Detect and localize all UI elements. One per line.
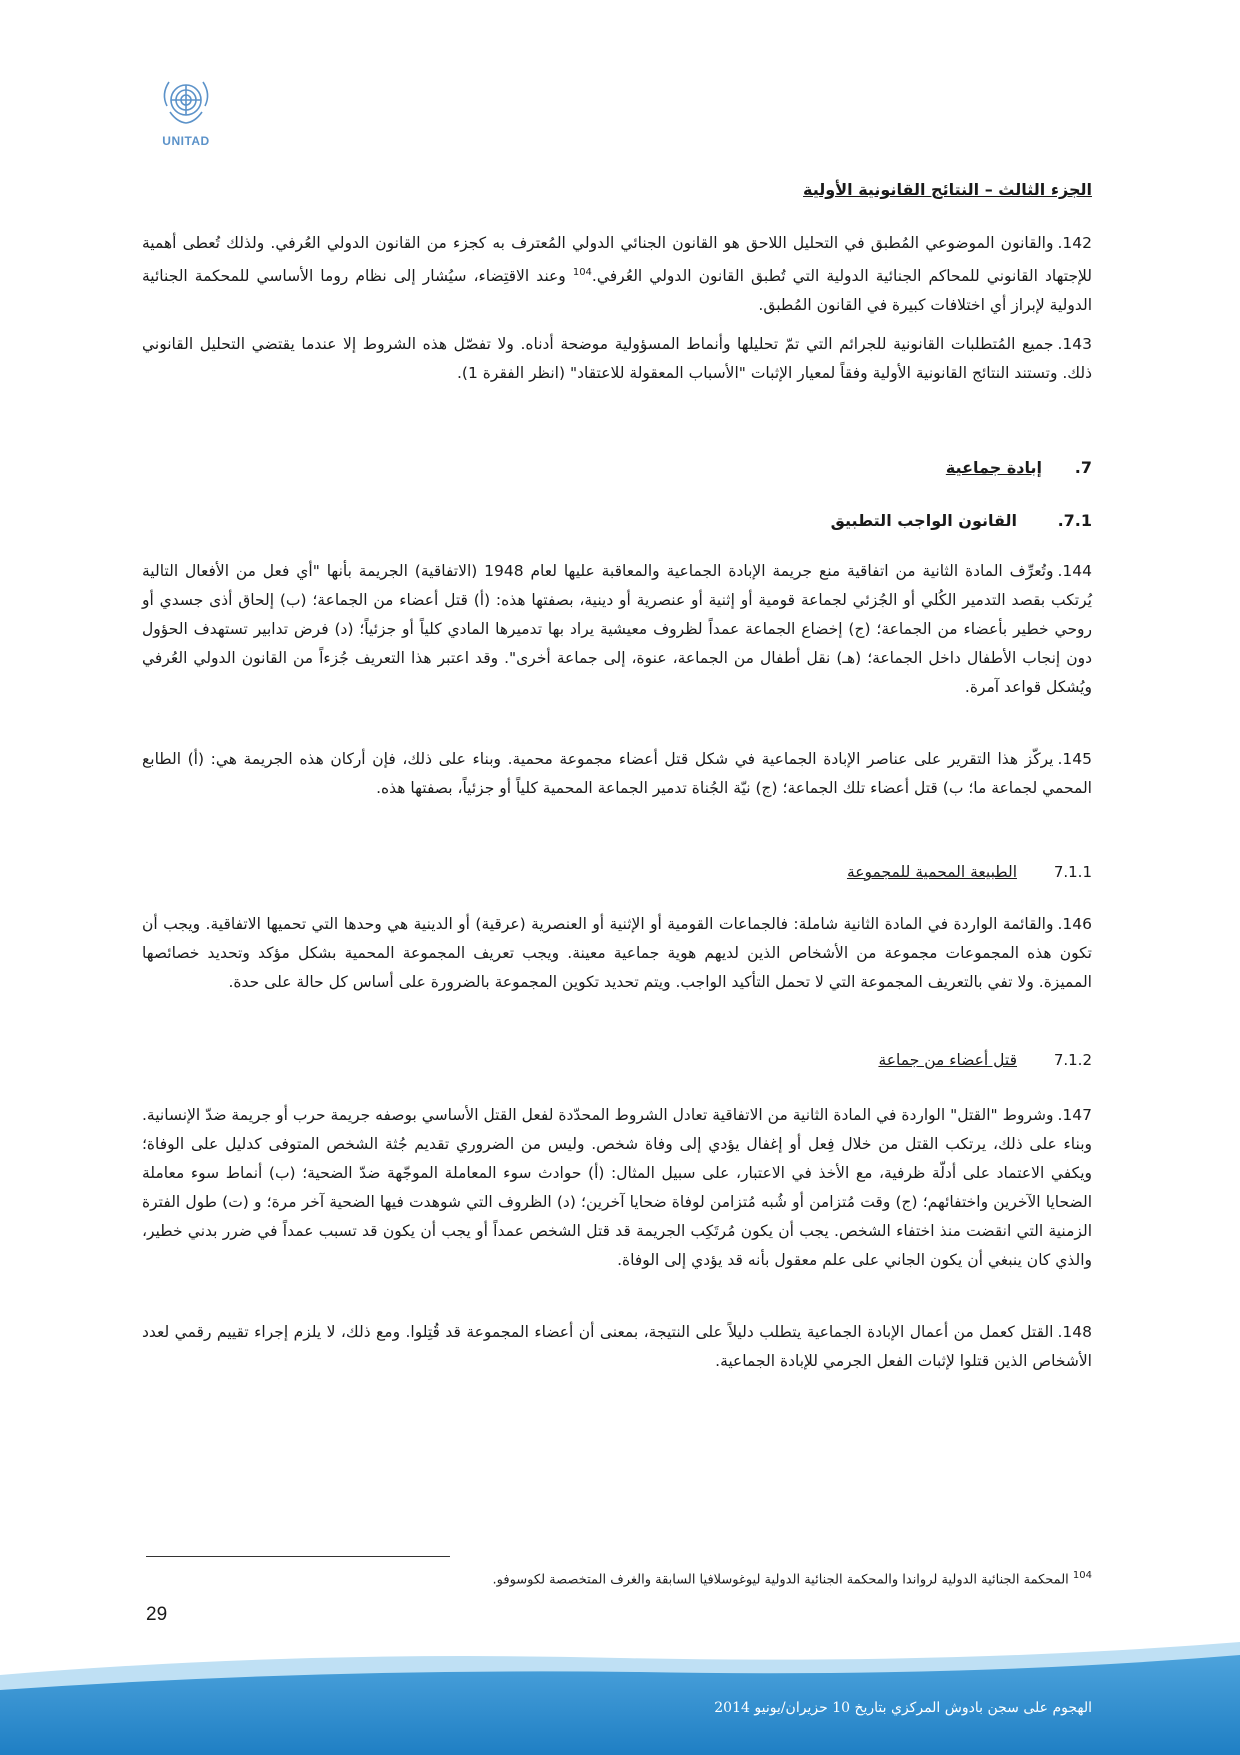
paragraph-146: [142, 910, 1092, 997]
paragraph-text: وشروط "القتل" الواردة في المادة الثانية من الاتفاقية تعادل الشروط المحدّدة لفعل القتل الأساسي بوصفه جريمة حرب أو جريمة ضدّ الإنسانية. وبناء على ذلك، يرتكب القتل من خلال فِعل أو إغفال يؤدي إلى وفاة شخص. وليس من الضروري تقديم جُثة الشخص المتوفى كدليل على الوفاة؛ ويكفي الاعتماد على أدلّة ظرفية، مع الأخذ في الاعتبار، على سبيل المثال: (أ) حوادث سوء المعاملة الموجّهة ضدّ الضحية؛ (ب) أنماط سوء معاملة الضحايا الآخرين واختفائهم؛ (ج) وقت مُتزامن أو شُبه مُتزامن لوفاة ضحايا آخرين؛ (د) الظروف التي شوهدت فيها الضحية آخر مرة؛ و (ت) طول الفترة الزمنية التي انقضت منذ اختفاء الشخص. يجب أن يكون مُرتَكِب الجريمة قد قتل الشخص عمداً أو يجب أن يكون قد تسبب عمداً في ضرر بدني خطير، والذي كان ينبغي أن يكون الجاني على علم معقول بأنه قد يؤدي إلى الوفاة.: [142, 1106, 1092, 1269]
footnote-text: المحكمة الجنائية الدولية لرواندا والمحكمة الجنائية الدولية ليوغوسلافيا السابقة والغرف المتخصصة لكوسوفو.: [492, 1572, 1069, 1588]
footnote: [493, 1570, 1092, 1587]
page-number: 29: [146, 1604, 168, 1625]
paragraph-142: [142, 229, 1092, 320]
unitad-logo: [146, 76, 226, 148]
footnote-ref[interactable]: 104: [572, 267, 592, 278]
footer-text: الهجوم على سجن بادوش المركزي بتاريخ 10 حزيران/يونيو 2014: [714, 1700, 1092, 1716]
paragraph-number: 147.: [1057, 1106, 1092, 1124]
paragraph-text: وتُعرِّف المادة الثانية من اتفاقية منع جريمة الإبادة الجماعية والمعاقبة عليها لعام 1948 (الاتفاقية) الجريمة بأنها "أي فعل من الأفعال التالية يُرتكب بقصد التدمير الكُلي أو الجُزئي لجماعة قومية أو إثنية أو عنصرية أو دينية، بصفتها هذه: (أ) قتل أعضاء من الجماعة؛ (ب) إلحاق أذى جسدي أو روحي خطير بأعضاء من الجماعة؛ (ج) إخضاع الجماعة عمداً لظروف معيشية يراد بها تدميرها المادي كلياً أو جزئياً؛ (د) فرض تدابير تستهدف الحؤول دون إنجاب الأطفال داخل الجماعة؛ (هـ) نقل أطفال من الجماعة، عنوة، إلى جماعة أخرى". وقد اعتبر هذا التعريف جُزءاً من القانون الدولي العُرفي ويُشكل قواعد آمرة.: [142, 562, 1092, 696]
heading-7: [946, 458, 1092, 477]
heading-title: إبادة جماعية: [945, 458, 1042, 477]
paragraph-text: جميع المُتطلبات القانونية للجرائم التي تمّ تحليلها وأنماط المسؤولية موضحة أدناه. ولا تفصّل هذه الشروط إلا عندما يقتضي التحليل القانوني ذلك. وتستند النتائج القانونية الأولية وفقاً لمعيار الإثبات "الأسباب المعقولة للاعتقاد" (انظر الفقرة 1).: [142, 335, 1092, 382]
heading-number: 7.1.1: [1053, 863, 1092, 881]
paragraph-143: [142, 330, 1092, 388]
paragraph-text: والقانون الموضوعي المُطبق في التحليل اللاحق هو القانون الجنائي الدولي المُعترف به كجزء من القانون الدولي العُرفي. ولذلك تُعطى أهمية للإجتهاد القانوني للمحاكم الجنائية الدولية التي تُطبق القانون الدولي العُرفي.: [142, 234, 1093, 286]
paragraph-number: 145.: [1057, 750, 1092, 768]
paragraph-number: 144.: [1057, 562, 1092, 580]
heading-number: 7.1.: [1057, 511, 1092, 530]
heading-number: 7.: [1074, 458, 1092, 477]
paragraph-147: [142, 1101, 1092, 1275]
heading-title: القانون الواجب التطبيق: [830, 511, 1017, 530]
paragraph-number: 148.: [1057, 1323, 1092, 1341]
footer-wave: [0, 1620, 1240, 1755]
un-emblem-icon: [155, 76, 217, 132]
heading-title: الطبيعة المحمية للمجموعة: [846, 863, 1017, 881]
paragraph-text: يركّز هذا التقرير على عناصر الإبادة الجماعية في شكل قتل أعضاء مجموعة محمية. وبناء على ذلك، فإن أركان هذه الجريمة هي: (أ) الطابع المحمي لجماعة ما؛ ب) قتل أعضاء تلك الجماعة؛ (ج) نيّة الجُناة تدمير الجماعة المحمية كلياً أو جزئياً، بصفتها هذه.: [142, 750, 1092, 797]
paragraph-144: [142, 557, 1092, 702]
section-title: الجزء الثالث – النتائج القانونية الأولية: [803, 180, 1092, 199]
paragraph-145: [142, 745, 1092, 803]
paragraph-number: 143.: [1057, 335, 1092, 353]
paragraph-number: 146.: [1057, 915, 1092, 933]
heading-title: قتل أعضاء من جماعة: [878, 1051, 1017, 1069]
paragraph-148: [142, 1318, 1092, 1376]
heading-number: 7.1.2: [1053, 1051, 1092, 1069]
paragraph-number: 142.: [1057, 234, 1092, 252]
paragraph-text-cont: وعند الاقتِضاء، سيُشار إلى نظام روما الأساسي للمحكمة الجنائية الدولية لإبراز أي اختلافات كبيرة في القانون المُطبق.: [142, 267, 1092, 315]
heading-7-1-1: [847, 862, 1092, 881]
heading-7-1: [831, 511, 1092, 530]
heading-7-1-2: [878, 1050, 1092, 1069]
footnote-separator: [146, 1556, 450, 1557]
logo-text: UNITAD: [162, 134, 210, 148]
paragraph-text: القتل كعمل من أعمال الإبادة الجماعية يتطلب دليلاً على النتيجة، بمعنى أن أعضاء المجموعة قد قُتِلوا. ومع ذلك، لا يلزم إجراء تقييم رقمي لعدد الأشخاص الذين قتلوا لإثبات الفعل الجرمي للإبادة الجماعية.: [142, 1323, 1092, 1370]
footnote-number: 104: [1072, 1570, 1092, 1581]
paragraph-text: والقائمة الواردة في المادة الثانية شاملة: فالجماعات القومية أو الإثنية أو العنصرية (عرقية) أو الدينية هي وحدها التي تحميها الاتفاقية. ويجب أن تكون هذه المجموعات مجموعة من الأشخاص الذين لديهم هوية جماعية معينة. ويجب تعريف المجموعة المحمية بشكل مؤكد وتحديد خصائصها المميزة. ولا تفي بالتعريف المجموعة التي لا تحمل التأكيد الواجب. ويتم تحديد تكوين المجموعة بالضرورة على أساس كل حالة على حدة.: [142, 915, 1092, 991]
